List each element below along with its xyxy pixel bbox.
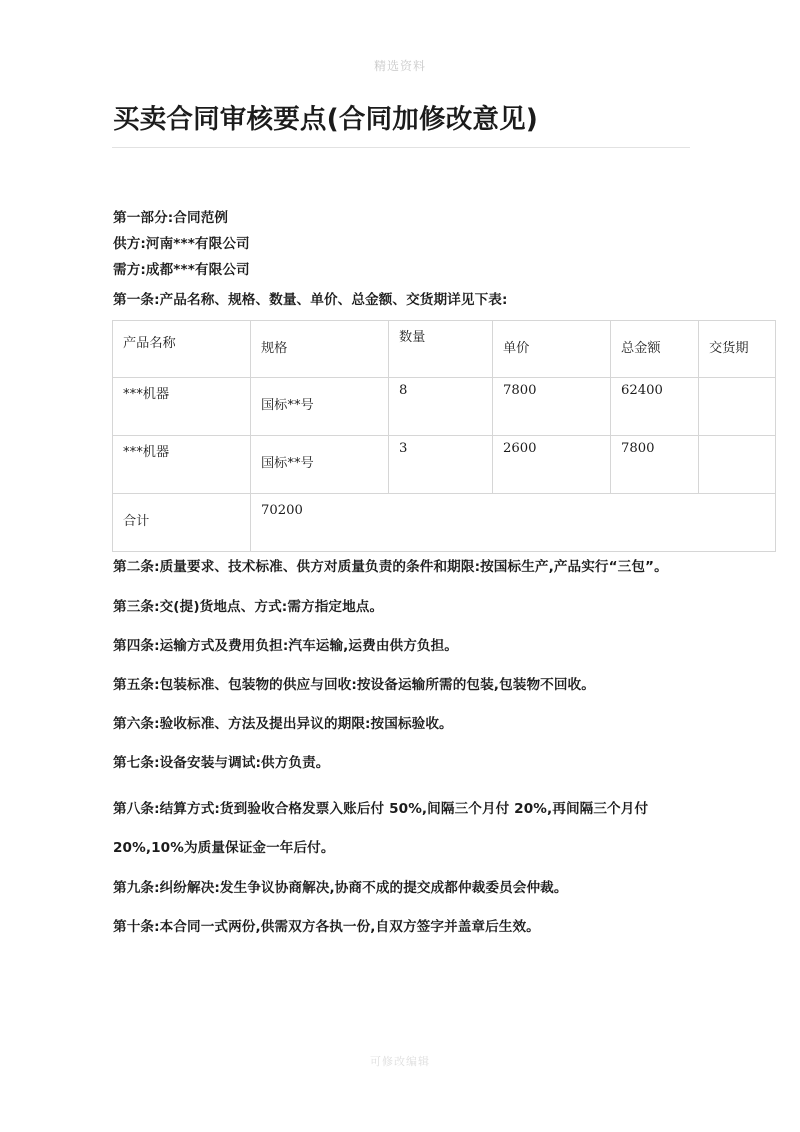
cell-delivery — [699, 378, 776, 436]
cell-summary-value: 70200 — [251, 494, 776, 552]
clause-4: 第四条:运输方式及费用负担:汽车运输,运费由供方负担。 — [113, 638, 458, 654]
table-header-cell: 规格 — [251, 321, 389, 378]
header-watermark: 精选资料 — [373, 59, 426, 73]
clause-6: 第六条:验收标准、方法及提出异议的期限:按国标验收。 — [113, 716, 453, 732]
table-header-row — [113, 321, 776, 378]
clause-3: 第三条:交(提)货地点、方式:需方指定地点。 — [113, 599, 384, 615]
table-header-cell: 单价 — [493, 321, 611, 378]
table-summary-row — [113, 494, 776, 552]
cell-total: 62400 — [611, 378, 699, 436]
intro-supplier: 供方:河南***有限公司 — [113, 236, 250, 252]
cell-quantity: 3 — [389, 436, 493, 494]
cell-total: 7800 — [611, 436, 699, 494]
cell-spec: 国标**号 — [251, 378, 389, 436]
product-table — [112, 320, 776, 552]
table-header-cell: 数量 — [389, 321, 493, 378]
intro-part-label: 第一部分:合同范例 — [113, 210, 229, 226]
cell-quantity: 8 — [389, 378, 493, 436]
table-header-cell: 总金额 — [611, 321, 699, 378]
clause-2: 第二条:质量要求、技术标准、供方对质量负责的条件和期限:按国标生产,产品实行“三包”。 — [113, 559, 668, 575]
cell-summary-label: 合计 — [113, 494, 251, 552]
cell-product: ***机器 — [113, 436, 251, 494]
cell-unit-price: 2600 — [493, 436, 611, 494]
clause-10: 第十条:本合同一式两份,供需双方各执一份,自双方签字并盖章后生效。 — [113, 919, 540, 935]
cell-spec: 国标**号 — [251, 436, 389, 494]
footer-watermark: 可修改编辑 — [370, 1055, 430, 1068]
clause-8: 第八条:结算方式:货到验收合格发票入账后付 50%,间隔三个月付 20%,再间隔三个月付 20%,10%为质量保证金一年后付。 — [113, 801, 649, 856]
clause-5: 第五条:包装标准、包装物的供应与回收:按设备运输所需的包装,包装物不回收。 — [113, 677, 595, 693]
table-header-cell: 交货期 — [699, 321, 776, 378]
intro-buyer: 需方:成都***有限公司 — [113, 262, 250, 278]
clause-1: 第一条:产品名称、规格、数量、单价、总金额、交货期详见下表: — [113, 292, 508, 308]
table-header-cell: 产品名称 — [113, 321, 251, 378]
cell-delivery — [699, 436, 776, 494]
title-divider — [112, 147, 690, 148]
clause-9: 第九条:纠纷解决:发生争议协商解决,协商不成的提交成都仲裁委员会仲裁。 — [113, 880, 568, 896]
table-row — [113, 436, 776, 494]
table-row — [113, 378, 776, 436]
page-title: 买卖合同审核要点(合同加修改意见) — [113, 104, 539, 135]
clause-list — [113, 548, 713, 954]
cell-product: ***机器 — [113, 378, 251, 436]
clause-7: 第七条:设备安装与调试:供方负责。 — [113, 755, 330, 771]
cell-unit-price: 7800 — [493, 378, 611, 436]
intro-block — [113, 205, 713, 313]
